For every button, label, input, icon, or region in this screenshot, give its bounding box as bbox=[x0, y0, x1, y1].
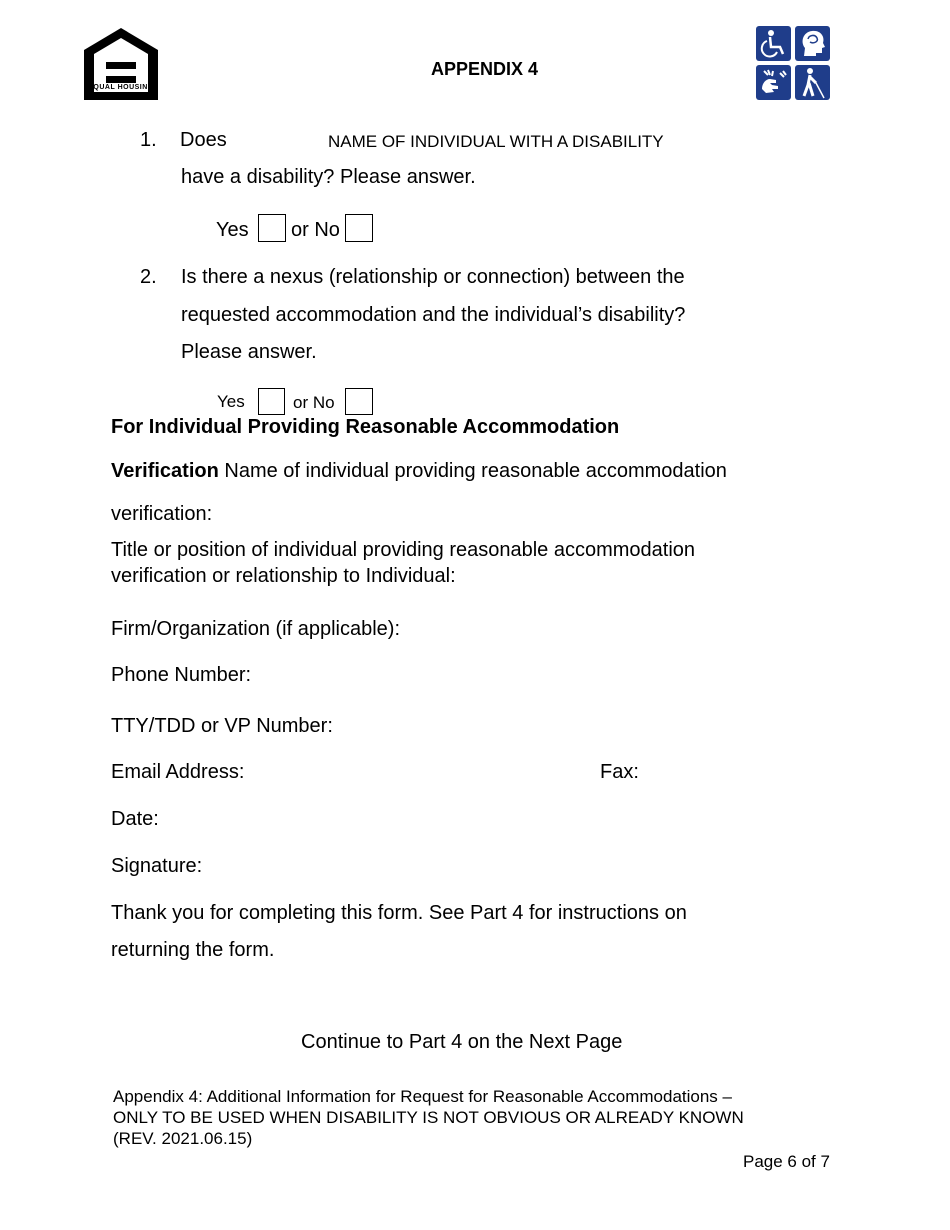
phone-number-label: Phone Number: bbox=[111, 664, 252, 686]
question1-yes-label: Yes bbox=[216, 219, 249, 241]
head-profile-icon bbox=[795, 26, 830, 61]
signature-label: Signature: bbox=[111, 855, 203, 877]
page-number: Page 6 of 7 bbox=[743, 1152, 830, 1171]
footer-line1: Appendix 4: Additional Information for Request for Reasonable Accommodations – bbox=[113, 1087, 732, 1106]
page-title: APPENDIX 4 bbox=[431, 59, 539, 79]
verification-name-label: Name of individual providing reasonable accommodation bbox=[224, 460, 727, 482]
question1-yes-checkbox[interactable] bbox=[258, 214, 286, 242]
section-heading: For Individual Providing Reasonable Accommodation bbox=[111, 416, 620, 438]
thank-you-line1: Thank you for completing this form. See Part 4 for instructions on bbox=[111, 902, 687, 924]
question1-no-label: or No bbox=[291, 219, 340, 241]
eho-logo-caption bbox=[76, 84, 166, 100]
question1-line2: have a disability? Please answer. bbox=[181, 166, 476, 188]
firm-organization-label: Firm/Organization (if applicable): bbox=[111, 618, 400, 640]
title-position-label-line2: verification or relationship to Individual: bbox=[111, 565, 456, 587]
eho-caption-line1: EQUAL HOUSING bbox=[88, 84, 154, 91]
verification-bold-label: Verification bbox=[111, 460, 219, 482]
question2-line2: requested accommodation and the individual’s disability? bbox=[181, 304, 686, 326]
accessibility-icons bbox=[756, 26, 830, 100]
email-address-label: Email Address: bbox=[111, 761, 245, 783]
verification-name-field[interactable] bbox=[111, 460, 727, 483]
question2-number: 2. bbox=[140, 266, 157, 288]
wheelchair-icon bbox=[756, 26, 791, 61]
question2-no-checkbox[interactable] bbox=[345, 388, 373, 415]
question1-number: 1. bbox=[140, 129, 157, 151]
footer-line2: ONLY TO BE USED WHEN DISABILITY IS NOT OBVIOUS OR ALREADY KNOWN bbox=[113, 1108, 744, 1127]
verification-name-label-line2: verification: bbox=[111, 503, 213, 525]
question1-no-checkbox[interactable] bbox=[345, 214, 373, 242]
continue-notice: Continue to Part 4 on the Next Page bbox=[301, 1031, 623, 1053]
date-label: Date: bbox=[111, 808, 159, 830]
eho-caption-line2: OPPORTUNITY bbox=[92, 92, 150, 99]
fax-label: Fax: bbox=[600, 761, 639, 783]
blind-cane-icon bbox=[795, 65, 830, 100]
question1-name-placeholder: NAME OF INDIVIDUAL WITH A DISABILITY bbox=[328, 132, 664, 151]
question2-yes-label: Yes bbox=[217, 392, 245, 411]
question2-yes-checkbox[interactable] bbox=[258, 388, 285, 415]
question2-line3: Please answer. bbox=[181, 341, 317, 363]
question1-does: Does bbox=[180, 129, 227, 151]
sign-language-icon bbox=[756, 65, 791, 100]
tty-tdd-vp-label: TTY/TDD or VP Number: bbox=[111, 715, 333, 737]
question2-no-label: or No bbox=[293, 393, 335, 412]
question2-line1: Is there a nexus (relationship or connection) between the bbox=[181, 266, 685, 288]
footer-line3: (REV. 2021.06.15) bbox=[113, 1129, 253, 1148]
title-position-label-line1: Title or position of individual providing reasonable accommodation bbox=[111, 539, 696, 561]
thank-you-line2: returning the form. bbox=[111, 939, 275, 961]
